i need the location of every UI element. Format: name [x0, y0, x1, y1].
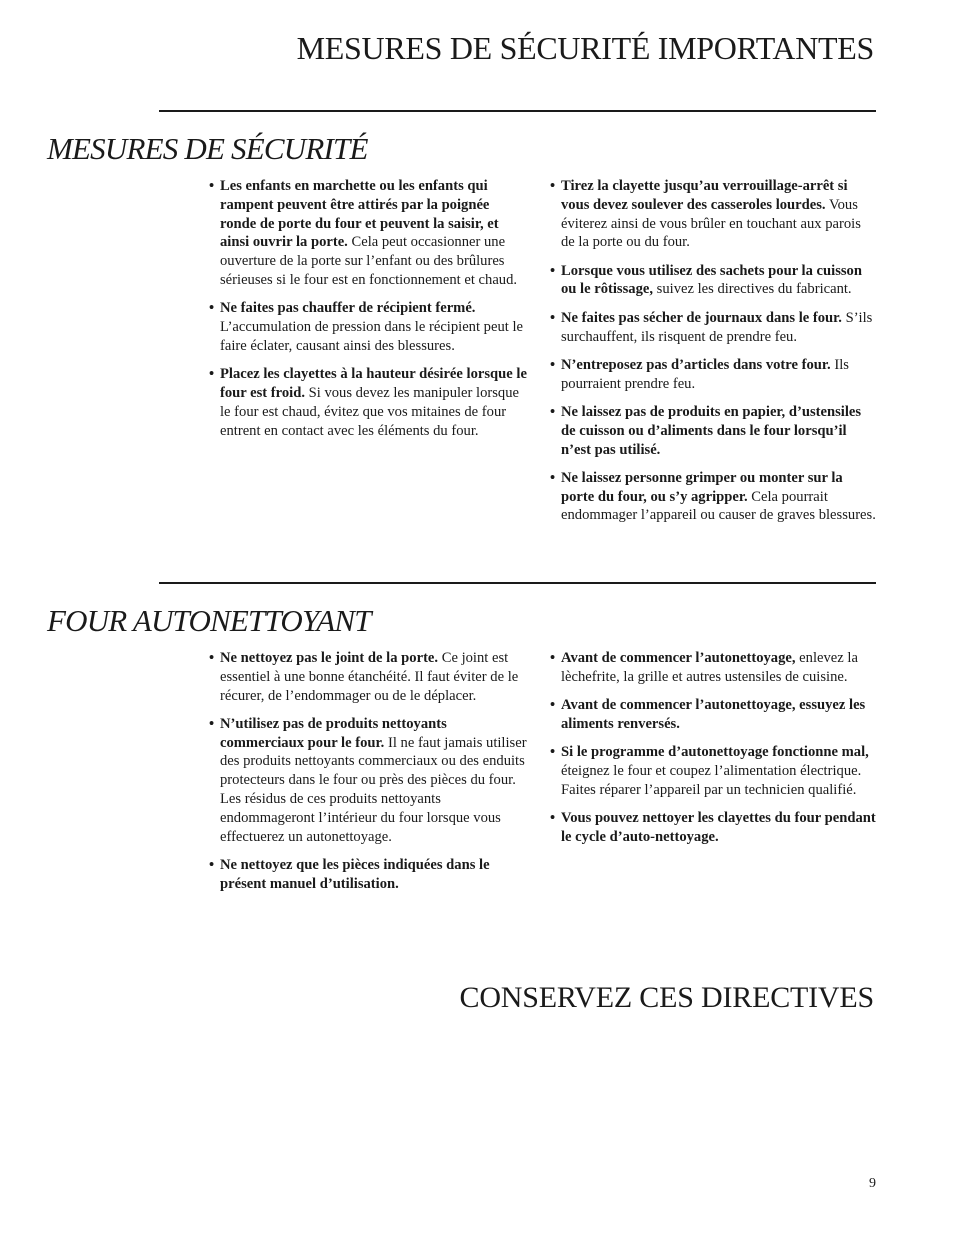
item-lead: Avant de commencer l’autonettoyage, essuyez les aliments renversés. — [561, 697, 866, 732]
section-title-self-clean: FOUR AUTONETTOYANT — [47, 603, 371, 638]
self-clean-left-column — [209, 649, 533, 903]
item-lead: Ne laissez pas de produits en papier, d’ustensiles de cuisson ou d’aliments dans le four lorsqu’il n’est pas utilisé. — [561, 403, 862, 458]
list-item — [209, 649, 533, 705]
list-item — [550, 649, 878, 687]
item-lead: Tirez la clayette jusqu’au verrouillage-arrêt si vous devez soulever des casseroles lourdes. — [561, 178, 848, 213]
safety-right-column — [550, 177, 878, 535]
item-lead: N’utilisez pas de produits nettoyants commerciaux pour le four. — [220, 715, 447, 751]
item-lead: Ne laissez personne grimper ou monter sur la porte du four, ou s’y agripper. — [561, 469, 843, 505]
item-lead: Lorsque vous utilisez des sachets pour la cuisson ou le rôtissage, — [561, 262, 862, 298]
section-divider — [159, 582, 876, 584]
page-title: MESURES DE SÉCURITÉ IMPORTANTES — [296, 30, 874, 66]
item-lead: Avant de commencer l’autonettoyage, — [561, 650, 796, 666]
closing-heading: CONSERVEZ CES DIRECTIVES — [459, 981, 874, 1014]
item-lead: Ne nettoyez que les pièces indiquées dans le présent manuel d’utilisation. — [220, 856, 490, 892]
item-text: Cela pourrait endommager l’appareil ou causer de graves blessures. — [561, 488, 876, 524]
item-text: Ce joint est essentiel à une bonne étanchéité. Il faut éviter de le récurer, de l’endommager ou de le déplacer. — [220, 650, 519, 704]
item-text: Si vous devez les manipuler lorsque le four est chaud, évitez que vos mitaines de four entrent en contact avec les éléments du four. — [220, 384, 519, 439]
list-item — [550, 262, 878, 300]
list-item — [209, 177, 527, 290]
item-text: L’accumulation de pression dans le récipient peut le faire éclater, causant ainsi des blessures. — [220, 319, 523, 354]
item-lead: Ne faites pas sécher de journaux dans le four. — [561, 309, 842, 326]
item-text: enlevez la lèchefrite, la grille et autres ustensiles de cuisine. — [561, 650, 858, 685]
section-title-safety: MESURES DE SÉCURITÉ — [47, 131, 368, 166]
list-item — [209, 365, 527, 440]
section-divider — [159, 110, 876, 112]
item-lead: N’entreposez pas d’articles dans votre four. — [561, 356, 831, 373]
item-lead: Vous pouvez nettoyer les clayettes du four pendant le cycle d’auto-nettoyage. — [561, 810, 876, 845]
list-item — [550, 743, 878, 799]
page-number: 9 — [869, 1176, 876, 1191]
list-item — [550, 356, 878, 394]
item-text: suivez les directives du fabricant. — [653, 281, 852, 298]
item-lead: Placez les clayettes à la hauteur désirée lorsque le four est froid. — [220, 366, 527, 401]
item-lead: Ne faites pas chauffer de récipient fermé. — [220, 300, 476, 317]
item-lead: Si le programme d’autonettoyage fonctionne mal, — [561, 744, 869, 761]
item-lead: Les enfants en marchette ou les enfants qui rampent peuvent être attirés par la poignée ronde de porte du four et peuvent la saisir, et ainsi ouvrir la porte. — [220, 178, 499, 251]
safety-left-column — [209, 177, 527, 450]
item-lead: Ne nettoyez pas le joint de la porte. — [220, 650, 439, 666]
list-item — [550, 177, 878, 252]
list-item — [209, 299, 527, 355]
list-item — [550, 696, 878, 734]
list-item — [550, 469, 878, 525]
item-text: S’ils surchauffent, ils risquent de prendre feu. — [561, 309, 873, 345]
list-item — [550, 809, 878, 847]
item-text: Il ne faut jamais utiliser des produits nettoyants commerciaux ou des enduits protecteurs dans le four ou près des pièces du four. Les résidus de ces produits nettoyants endommageront l’intérieur du four lorsque vous effectuerez un autonettoyage. — [220, 734, 527, 845]
item-text: Vous éviterez ainsi de vous brûler en touchant aux parois de la porte ou du four. — [561, 196, 861, 251]
self-clean-right-column — [550, 649, 878, 856]
item-text: Cela peut occasionner une ouverture de la porte sur l’enfant ou des brûlures sérieuses si le four est en fonctionnement et chaud. — [220, 234, 518, 288]
list-item — [209, 715, 533, 847]
list-item — [550, 309, 878, 347]
item-text: Ils pourraient prendre feu. — [561, 356, 849, 392]
list-item — [550, 403, 878, 459]
item-text: éteignez le four et coupez l’alimentation électrique. Faites réparer l’appareil par un technicien qualifié. — [561, 762, 862, 798]
list-item — [209, 856, 533, 894]
